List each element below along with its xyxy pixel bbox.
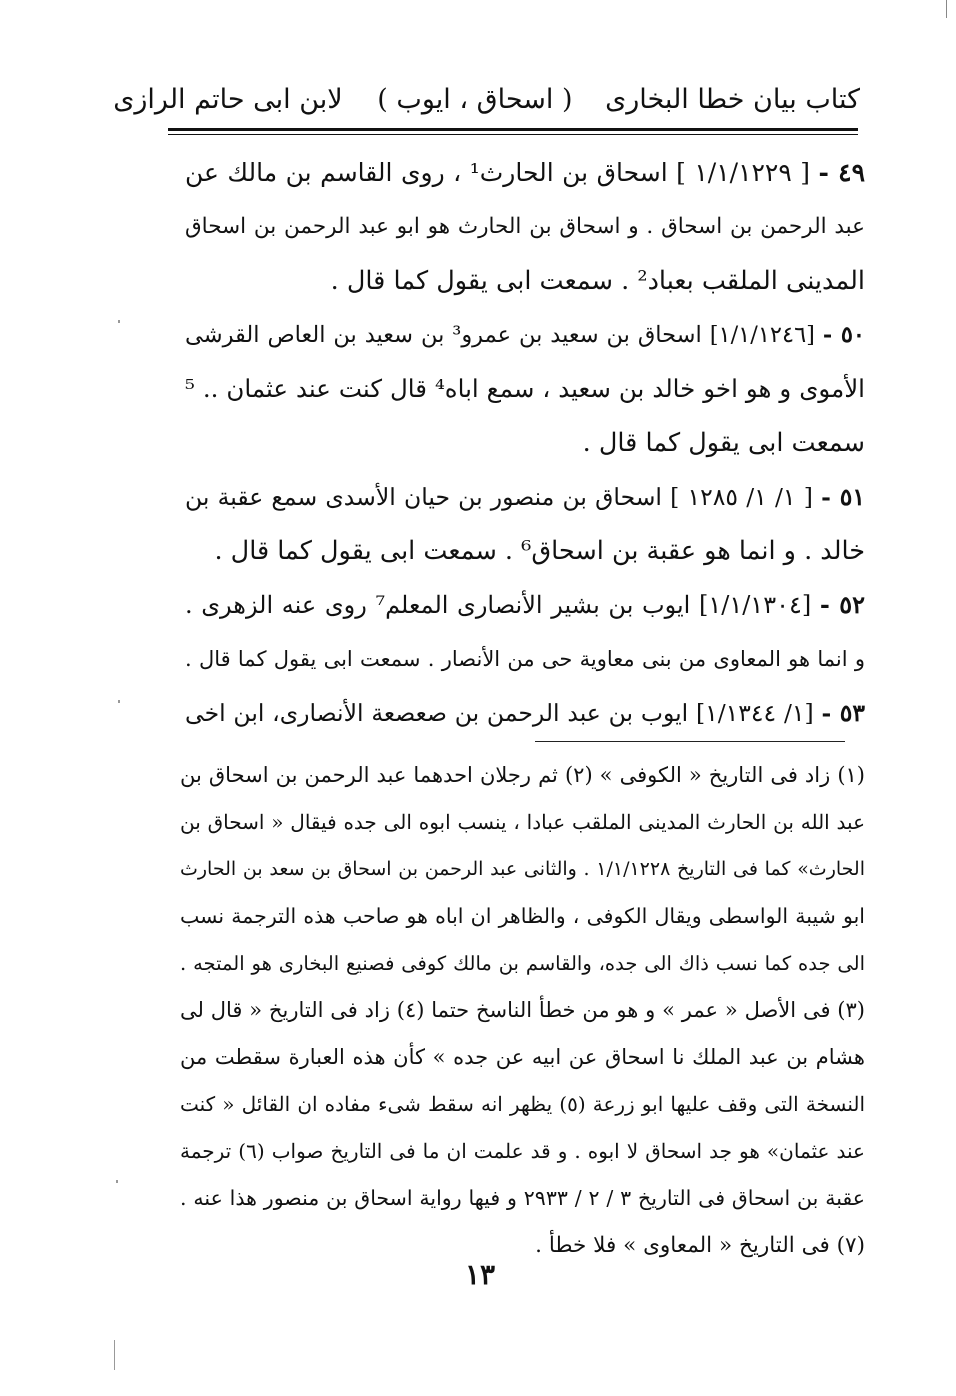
header-author: لابن ابى حاتم الرازى xyxy=(113,84,343,115)
entry-line xyxy=(185,146,865,200)
entry-number: ٥٣ - xyxy=(821,699,865,727)
margin-speck xyxy=(116,1180,118,1183)
header-names: ( اسحاق ، ايوب ) xyxy=(377,84,573,115)
entry-51 xyxy=(185,470,865,578)
entry-number: ٥١ - xyxy=(821,483,866,511)
entry-line: خالد . و انما هو عقبة بن اسحاق⁶ . سمعت ابى يقول كما قال . xyxy=(214,536,865,566)
header-rule-thick xyxy=(168,128,858,131)
margin-speck xyxy=(118,700,120,703)
entry-number: ٥٠ - xyxy=(822,322,866,348)
entry-text: [ ١/ ١/ ١٢٨٥ ] اسحاق بن منصور بن حيان الأسدى سمع عقبة بن xyxy=(185,483,813,511)
entry-line xyxy=(185,578,865,632)
entry-53 xyxy=(185,686,865,740)
footnote-line: عند عثمان» هو جد اسحاق لا ابوه . و قد علمت ان ما فى التاريخ صواب (٦) ترجمة xyxy=(180,1139,865,1163)
entry-text: [١/١/١٣٠٤] ايوب بن بشير الأنصارى المعلم⁷ روى عنه الزهرى . xyxy=(185,591,812,619)
entry-line: المدينى الملقب بعباد² . سمعت ابى يقول كما قال . xyxy=(330,266,865,296)
footnote-line: النسخة التى وقف عليها ابو زرعة (٥) يظهر انه سقط شىء مفاده ان القائل « كنت xyxy=(180,1092,866,1116)
margin-speck xyxy=(114,1340,115,1370)
entries-body xyxy=(185,146,865,740)
page-edge-mark xyxy=(946,0,947,18)
entry-49 xyxy=(185,146,865,308)
header-rule-thin xyxy=(168,134,858,135)
footnote-separator xyxy=(535,741,845,742)
page-number: ١٣ xyxy=(464,1258,496,1291)
entry-line: عبد الرحمن بن اسحاق . و اسحاق بن الحارث هو ابو عبد الرحمن بن اسحاق xyxy=(185,214,865,239)
entry-line: و انما هو المعاوى من بنى معاوية حى من الأنصار . سمعت ابى يقول كما قال . xyxy=(185,647,865,671)
entry-number: ٥٢ - xyxy=(819,590,865,619)
footnote-line: الى جده كما نسب ذاك الى جده، والقاسم بن مالك كوفى فصنيع البخارى هو المتجه . xyxy=(180,952,865,975)
footnote-line: (٧) فى التاريخ « المعاوى » فلا خطأ . xyxy=(535,1233,865,1258)
entry-text: [ ١/١/١٢٢٩ ] اسحاق بن الحارث¹ ، روى القاسم بن مالك عن xyxy=(185,158,811,187)
entry-line xyxy=(185,470,865,524)
footnote-line: هشام بن عبد الملك نا اسحاق عن ابيه عن جده » كأن هذه العبارة سقطت من xyxy=(180,1045,865,1069)
footnote-line: الحارث» كما فى التاريخ ١/١/١٢٢٨ . والثانى عبد الرحمن بن اسحاق بن سعد بن الحارث xyxy=(180,858,865,880)
footnotes xyxy=(180,752,865,1269)
entry-52 xyxy=(185,578,865,686)
footnote-line: (٣) فى الأصل « عمر » و هو من خطأ الناسخ حتما (٤) زاد فى التاريخ « قال لى xyxy=(180,998,865,1022)
entry-number: ٤٩ - xyxy=(818,158,865,187)
entry-text: [١/١/١٢٤٦] اسحاق بن سعيد بن عمرو³ بن سعيد بن العاص القرشى xyxy=(185,322,815,348)
margin-speck xyxy=(118,320,120,323)
footnote-line: (١) زاد فى التاريخ « الكوفى » (٢) ثم رجلان احدهما عبد الرحمن بن اسحاق بن xyxy=(180,763,865,787)
entry-50 xyxy=(185,308,865,470)
footnote-line: ابو شيبة الواسطى ويقال الكوفى ، والظاهر ان اباه هو صاحب هذه الترجمة نسب xyxy=(180,904,865,928)
entry-text: [١/ ١/١٣٤٤] ايوب بن عبد الرحمن بن صعصعة الأنصارى، ابن اخى xyxy=(185,699,814,727)
entry-line: الأموى و هو اخو خالد بن سعيد ، سمع اباه⁴ قال كنت عند عثمان .. ⁵ xyxy=(185,374,865,403)
entry-line: سمعت ابى يقول كما قال . xyxy=(582,428,865,458)
entry-line xyxy=(185,308,865,362)
header-book-title: كتاب بيان خطا البخارى xyxy=(605,84,860,115)
footnote-line: عبد الله بن الحارث المدينى الملقب عبادا ، ينسب ابوه الى جده فيقال « اسحاق بن xyxy=(180,810,865,834)
running-header xyxy=(113,78,860,122)
entry-line xyxy=(185,686,865,740)
footnote-line: عقبة بن اسحاق فى التاريخ ٣ / ٢ / ٢٩٣٣ و فيها رواية اسحاق بن منصور هذا عنه . xyxy=(180,1186,865,1210)
